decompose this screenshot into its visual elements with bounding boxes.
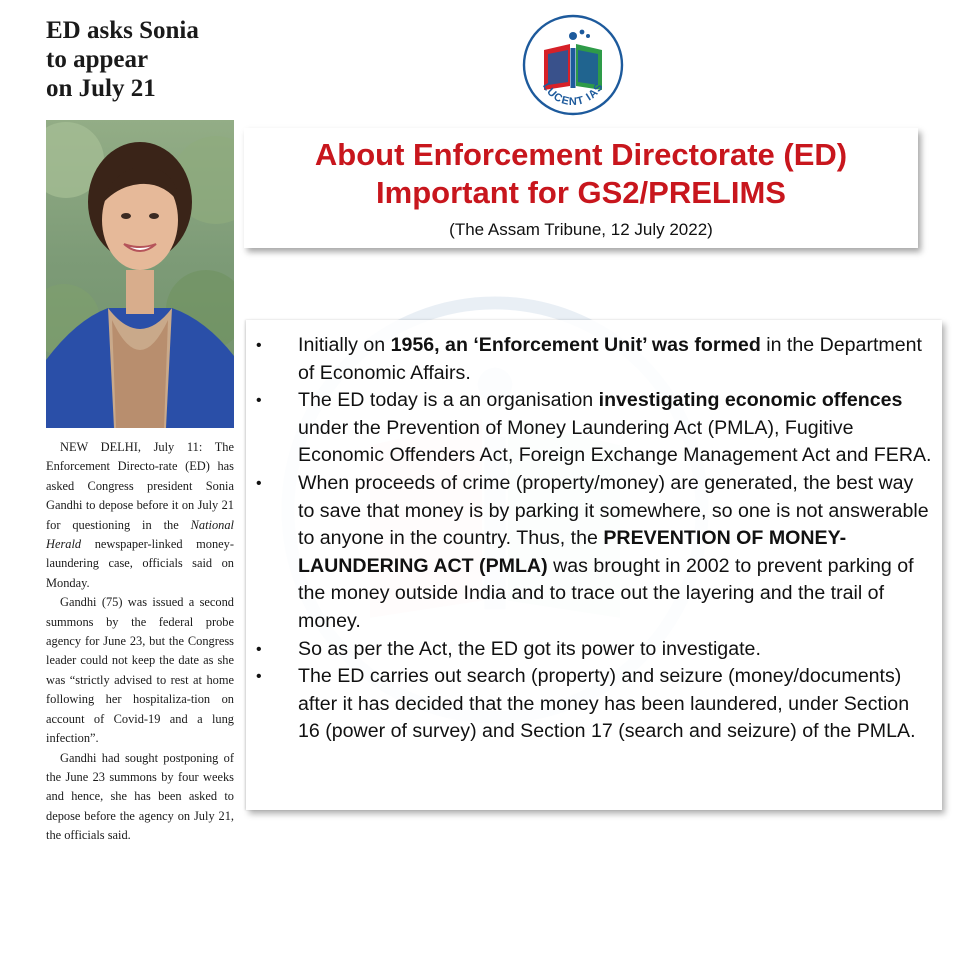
point-text: When proceeds of crime (property/money) are generated, the best way to save that money is by parking it somewhere, so one is not answerable to anyone in the country. Thus, the	[298, 471, 929, 550]
bullet-icon: •	[256, 640, 262, 658]
point-text: Initially on	[298, 334, 391, 356]
news-headline-line: to appear	[46, 46, 149, 73]
news-article-body	[46, 438, 234, 846]
point-text: under the Prevention of Money Laundering Act (PMLA), Fugitive Economic Offenders Act, Foreign Exchange Management Act and FERA.	[298, 416, 932, 467]
point-text: The ED today is a an organisation	[298, 389, 599, 412]
news-text: newspaper-linked money-laundering case, officials said on Monday.	[46, 537, 234, 590]
list-item	[246, 387, 942, 470]
bullet-icon: •	[256, 668, 262, 686]
news-paragraph: Gandhi (75) was issued a second summons by the federal probe agency for June 23, but the Congress leader could not keep the date as she was “strictly advised to rest at home following her hospitaliza-tion on account of Covid-19 and a lung infection”.	[46, 595, 234, 746]
list-item	[246, 636, 942, 664]
portrait-illustration	[46, 120, 234, 428]
point-text: was brought in 2002 to prevent parking of the money outside India and to trace out the layering and the trail of money.	[298, 554, 914, 632]
title-card	[244, 128, 918, 248]
point-text-bold: investigating economic offences	[598, 389, 903, 412]
news-headline-line: on July 21	[46, 75, 156, 102]
bullet-icon: •	[256, 337, 262, 354]
point-text: in the Department of Economic Affairs.	[298, 334, 922, 384]
bullet-icon: •	[256, 392, 262, 410]
news-paragraph: Gandhi had sought postponing of the June 23 summons by four weeks and hence, she has been asked to depose before the agency on July 21, the officials said.	[46, 750, 234, 843]
newspaper-clipping	[0, 0, 240, 960]
list-item	[246, 332, 942, 387]
key-points-list	[246, 320, 942, 746]
news-paragraph	[46, 438, 234, 593]
point-text: So as per the Act, the ED got its power to investigate.	[298, 637, 761, 660]
main-title: About Enforcement Directorate (ED)	[314, 137, 848, 172]
list-item	[246, 470, 942, 636]
list-item	[246, 663, 942, 746]
news-text-italic: National Herald	[46, 517, 234, 552]
news-photo	[46, 120, 234, 428]
logo-text: LUCENT IAS	[540, 80, 606, 109]
news-headline-line: ED asks Sonia	[46, 17, 199, 44]
key-points-panel	[246, 320, 942, 810]
point-text: The ED carries out search (property) and seizure (money/documents) after it has decided that the money has been laundered, under Section 16 (power of survey) and Section 17 (search and seizure) of the PMLA.	[298, 665, 916, 743]
news-headline	[46, 16, 236, 103]
news-text: The Enforcement Directo-rate (ED) has asked Congress president Sonia Gandhi to depose before it on July 21 for questioning in the	[46, 440, 234, 532]
bullet-icon: •	[256, 474, 262, 492]
point-text-bold: 1956, an ‘Enforcement Unit’ was formed	[390, 334, 761, 356]
subtitle: Important for GS2/PRELIMS	[376, 175, 786, 210]
point-text-bold: PREVENTION OF MONEY-LAUNDERING ACT (PMLA)	[298, 527, 847, 577]
logo-emblem-icon	[522, 14, 624, 116]
source-citation: (The Assam Tribune, 12 July 2022)	[449, 220, 713, 239]
lucent-ias-logo	[522, 14, 624, 116]
news-dateline: NEW DELHI, July 11:	[60, 440, 203, 454]
